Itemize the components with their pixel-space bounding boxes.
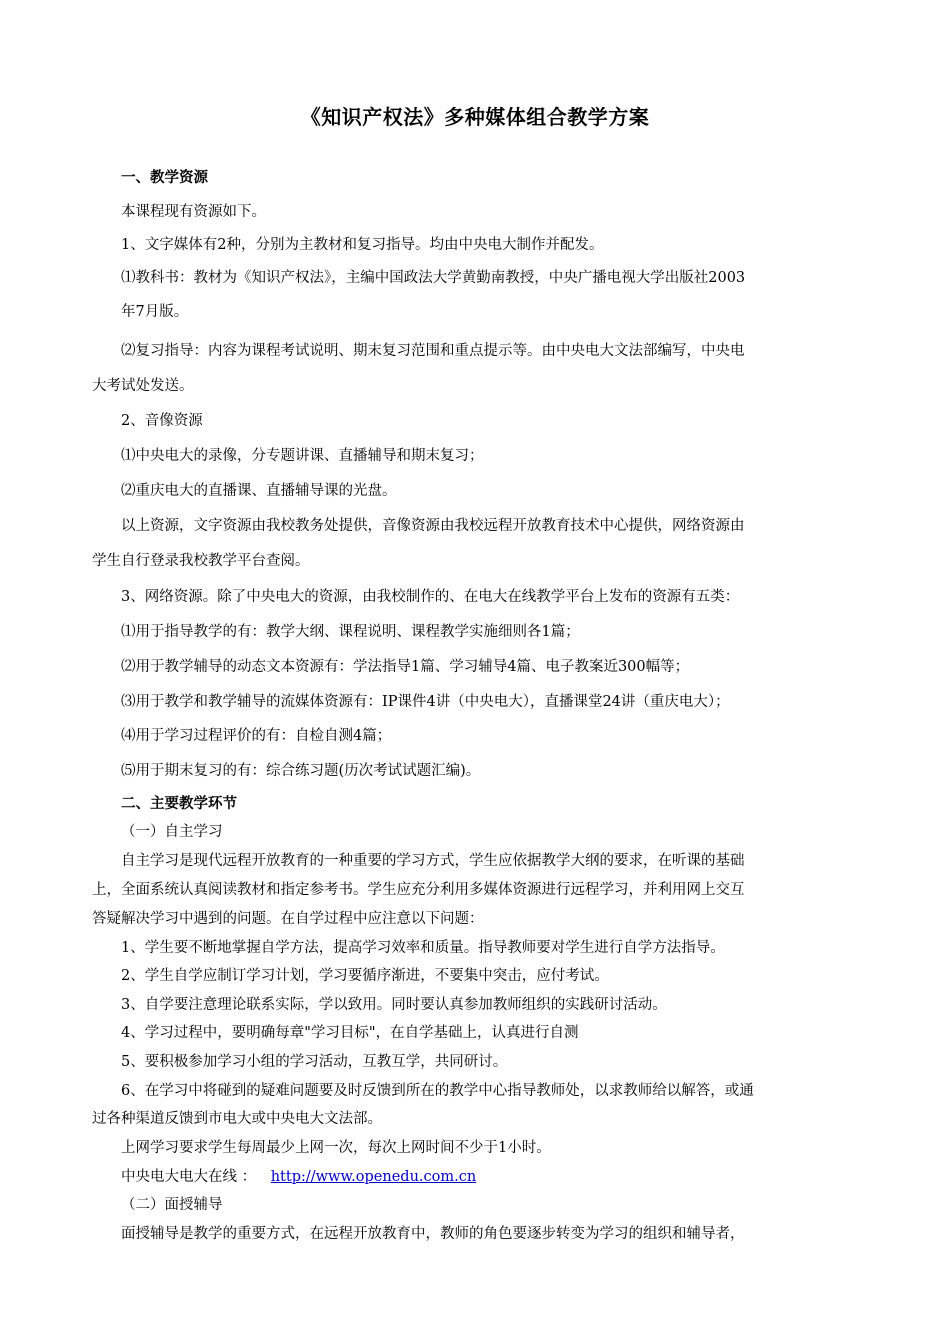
list-item: ⑴教科书：教材为《知识产权法》，主编中国政法大学黄勤南教授，中央广播电视大学出版社2003: [121, 270, 746, 286]
list-item: ⑴用于指导教学的有：教学大纲、课程说明、课程教学实施细则各1篇；: [121, 624, 580, 640]
list-item: 2、音像资源: [121, 413, 203, 429]
paragraph: 以上资源，文字资源由我校教务处提供，音像资源由我校远程开放教育技术中心提供，网络资源由: [121, 518, 745, 534]
paragraph: 面授辅导是教学的重要方式，在远程开放教育中，教师的角色要逐步转变为学习的组织和辅导者，: [121, 1226, 745, 1242]
list-item: ⑶用于教学和教学辅导的流媒体资源有：IP课件4讲（中央电大），直播课堂24讲（重庆电大）；: [121, 694, 730, 710]
list-item: 年7月版。: [121, 304, 189, 320]
site-label: 中央电大电大在线 ：: [121, 1169, 257, 1185]
list-item: 3、自学要注意理论联系实际，学以致用。同时要认真参加教师组织的实践研讨活动。: [121, 997, 667, 1013]
site-line: [121, 1168, 476, 1186]
list-item: 6、在学习中将碰到的疑难问题要及时反馈到所在的教学中心指导教师处，以求教师给以解答，或通: [121, 1083, 754, 1099]
list-item: ⑵用于教学辅导的动态文本资源有：学法指导1篇、学习辅导4篇、电子教案近300幅等；: [121, 659, 690, 675]
list-item: 3、网络资源。除了中央电大的资源，由我校制作的、在电大在线教学平台上发布的资源有五类：: [121, 589, 740, 605]
list-item: ⑷用于学习过程评价的有：自检自测4篇；: [121, 728, 392, 744]
section-heading-resources: 一、教学资源: [121, 170, 208, 186]
page-title: 《知识产权法》多种媒体组合教学方案: [300, 105, 650, 129]
list-item: 4、学习过程中，要明确每章"学习目标"，在自学基础上，认真进行自测: [121, 1025, 579, 1041]
list-item: ⑸用于期末复习的有：综合练习题(历次考试试题汇编)。: [121, 763, 481, 779]
list-item: ⑴中央电大的录像，分专题讲课、直播辅导和期末复习；: [121, 448, 484, 464]
subheading: （二）面授辅导: [121, 1197, 223, 1213]
list-item: 过各种渠道反馈到市电大或中央电大文法部。: [92, 1111, 382, 1127]
site-link[interactable]: http://www.openedu.com.cn: [270, 1169, 477, 1185]
paragraph: 学生自行登录我校教学平台查阅。: [92, 553, 310, 569]
list-item: ⑵复习指导：内容为课程考试说明、期末复习范围和重点提示等。由中央电大文法部编写，中央电: [121, 343, 745, 359]
list-item: 大考试处发送。: [92, 378, 194, 394]
list-item: 1、学生要不断地掌握自学方法，提高学习效率和质量。指导教师要对学生进行自学方法指导。: [121, 940, 725, 956]
subheading: （一）自主学习: [121, 824, 223, 840]
paragraph: 本课程现有资源如下。: [121, 204, 266, 220]
section-heading-teaching: 二、主要教学环节: [121, 796, 237, 812]
paragraph: 自主学习是现代远程开放教育的一种重要的学习方式，学生应依据教学大纲的要求，在听课的基础: [121, 853, 745, 869]
list-item: 1、文字媒体有2种，分别为主教材和复习指导。均由中央电大制作并配发。: [121, 237, 604, 253]
paragraph: 上网学习要求学生每周最少上网一次，每次上网时间不少于1小时。: [121, 1140, 551, 1156]
paragraph: 答疑解决学习中遇到的问题。在自学过程中应注意以下问题：: [92, 911, 484, 927]
paragraph: 上，全面系统认真阅读教材和指定参考书。学生应充分利用多媒体资源进行远程学习，并利用网上交互: [92, 882, 745, 898]
list-item: ⑵重庆电大的直播课、直播辅导课的光盘。: [121, 483, 397, 499]
list-item: 5、要积极参加学习小组的学习活动，互教互学，共同研讨。: [121, 1054, 508, 1070]
list-item: 2、学生自学应制订学习计划，学习要循序渐进，不要集中突击，应付考试。: [121, 968, 609, 984]
